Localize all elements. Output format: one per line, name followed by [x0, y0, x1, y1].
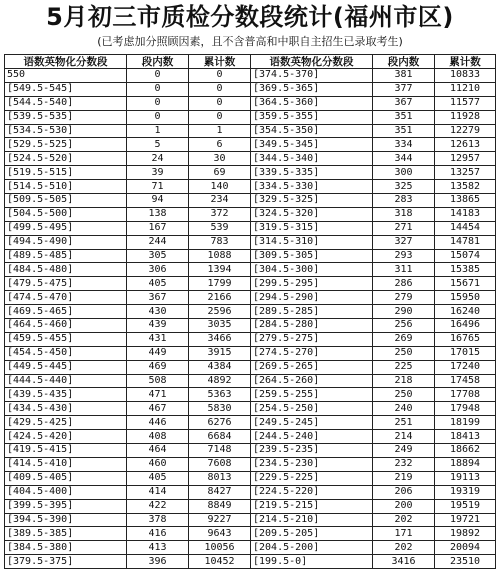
table-cell: [279.5-275] — [251, 332, 373, 346]
table-cell: 0 — [127, 69, 189, 83]
table-cell: 18662 — [435, 444, 496, 458]
table-cell: 377 — [373, 82, 435, 96]
table-row — [5, 194, 496, 208]
table-cell: 381 — [373, 69, 435, 83]
table-cell: 1 — [127, 124, 189, 138]
table-cell: 15385 — [435, 263, 496, 277]
table-cell: 0 — [127, 96, 189, 110]
table-cell: [219.5-215] — [251, 499, 373, 513]
table-cell: 467 — [127, 402, 189, 416]
table-cell: 39 — [127, 166, 189, 180]
table-cell: 0 — [127, 82, 189, 96]
table-cell: [304.5-300] — [251, 263, 373, 277]
table-cell: [294.5-290] — [251, 291, 373, 305]
table-cell: 214 — [373, 430, 435, 444]
table-cell: 17240 — [435, 360, 496, 374]
table-cell: [384.5-380] — [5, 541, 127, 555]
table-cell: 240 — [373, 402, 435, 416]
table-cell: [239.5-235] — [251, 444, 373, 458]
table-row — [5, 277, 496, 291]
table-cell: 10452 — [189, 555, 251, 569]
table-cell: 2596 — [189, 305, 251, 319]
table-cell: 430 — [127, 305, 189, 319]
table-cell: 10056 — [189, 541, 251, 555]
table-cell: 6276 — [189, 416, 251, 430]
table-cell: [364.5-360] — [251, 96, 373, 110]
table-cell: 17708 — [435, 388, 496, 402]
table-cell: 250 — [373, 388, 435, 402]
table-cell: 11928 — [435, 110, 496, 124]
table-cell: 19721 — [435, 513, 496, 527]
table-cell: 251 — [373, 416, 435, 430]
table-cell: 17458 — [435, 374, 496, 388]
table-cell: 0 — [189, 110, 251, 124]
table-cell: 306 — [127, 263, 189, 277]
table-cell: 0 — [189, 96, 251, 110]
table-cell: [249.5-245] — [251, 416, 373, 430]
table-cell: [449.5-445] — [5, 360, 127, 374]
page-title: 5月初三市质检分数段统计(福州市区) — [46, 3, 454, 31]
table-row — [5, 152, 496, 166]
table-cell: [549.5-545] — [5, 82, 127, 96]
table-cell: 269 — [373, 332, 435, 346]
table-cell: 334 — [373, 138, 435, 152]
table-cell: [419.5-415] — [5, 444, 127, 458]
table-cell: 3035 — [189, 319, 251, 333]
table-cell: 539 — [189, 221, 251, 235]
table-cell: [389.5-385] — [5, 527, 127, 541]
table-cell: 408 — [127, 430, 189, 444]
score-distribution-table — [4, 54, 496, 569]
table-cell: 469 — [127, 360, 189, 374]
table-row — [5, 332, 496, 346]
table-cell: [504.5-500] — [5, 207, 127, 221]
table-cell: 5363 — [189, 388, 251, 402]
table-cell: 550 — [5, 69, 127, 83]
table-cell: 439 — [127, 319, 189, 333]
table-cell: 234 — [189, 194, 251, 208]
table-cell: 5830 — [189, 402, 251, 416]
table-cell: 0 — [127, 110, 189, 124]
table-cell: 4384 — [189, 360, 251, 374]
table-cell: 17015 — [435, 346, 496, 360]
table-cell: 1799 — [189, 277, 251, 291]
table-cell: 3416 — [373, 555, 435, 569]
table-cell: 4892 — [189, 374, 251, 388]
table-cell: [479.5-475] — [5, 277, 127, 291]
table-cell: 69 — [189, 166, 251, 180]
table-cell: 138 — [127, 207, 189, 221]
table-cell: 171 — [373, 527, 435, 541]
table-cell: 3466 — [189, 332, 251, 346]
table-row — [5, 221, 496, 235]
table-cell: 19319 — [435, 485, 496, 499]
table-cell: 372 — [189, 207, 251, 221]
table-cell: [309.5-305] — [251, 249, 373, 263]
table-cell: 11577 — [435, 96, 496, 110]
table-cell: [464.5-460] — [5, 319, 127, 333]
table-row — [5, 291, 496, 305]
table-cell: [494.5-490] — [5, 235, 127, 249]
column-header: 语数英物化分数段 — [5, 55, 127, 69]
table-row — [5, 527, 496, 541]
table-cell: 0 — [189, 82, 251, 96]
table-row — [5, 207, 496, 221]
table-cell: 286 — [373, 277, 435, 291]
table-cell: 416 — [127, 527, 189, 541]
table-cell: 256 — [373, 319, 435, 333]
column-header: 累计数 — [189, 55, 251, 69]
table-cell: 219 — [373, 471, 435, 485]
table-cell: 244 — [127, 235, 189, 249]
table-cell: 325 — [373, 180, 435, 194]
table-cell: [274.5-270] — [251, 346, 373, 360]
table-cell: 5 — [127, 138, 189, 152]
table-cell: 449 — [127, 346, 189, 360]
table-cell: [354.5-350] — [251, 124, 373, 138]
table-cell: [529.5-525] — [5, 138, 127, 152]
table-cell: 6 — [189, 138, 251, 152]
table-cell: 351 — [373, 124, 435, 138]
table-row — [5, 555, 496, 569]
table-cell: [424.5-420] — [5, 430, 127, 444]
table-row — [5, 82, 496, 96]
table-cell: 19113 — [435, 471, 496, 485]
table-cell: 8849 — [189, 499, 251, 513]
table-cell: 396 — [127, 555, 189, 569]
table-cell: [259.5-255] — [251, 388, 373, 402]
table-cell: 16240 — [435, 305, 496, 319]
table-cell: 249 — [373, 444, 435, 458]
table-cell: 202 — [373, 513, 435, 527]
table-cell: 290 — [373, 305, 435, 319]
table-cell: [434.5-430] — [5, 402, 127, 416]
table-row — [5, 166, 496, 180]
table-cell: 1088 — [189, 249, 251, 263]
table-cell: [524.5-520] — [5, 152, 127, 166]
table-cell: [539.5-535] — [5, 110, 127, 124]
table-row — [5, 138, 496, 152]
table-cell: [289.5-285] — [251, 305, 373, 319]
table-row — [5, 305, 496, 319]
table-row — [5, 124, 496, 138]
table-row — [5, 513, 496, 527]
table-cell: 15950 — [435, 291, 496, 305]
table-cell: [269.5-265] — [251, 360, 373, 374]
table-cell: 367 — [373, 96, 435, 110]
table-cell: 12613 — [435, 138, 496, 152]
table-cell: 30 — [189, 152, 251, 166]
table-cell: 12957 — [435, 152, 496, 166]
table-cell: [299.5-295] — [251, 277, 373, 291]
table-cell: 783 — [189, 235, 251, 249]
table-cell: 431 — [127, 332, 189, 346]
table-cell: 218 — [373, 374, 435, 388]
table-cell: 10833 — [435, 69, 496, 83]
table-cell: 19519 — [435, 499, 496, 513]
table-cell: 16765 — [435, 332, 496, 346]
table-row — [5, 249, 496, 263]
table-cell: [319.5-315] — [251, 221, 373, 235]
table-cell: 9643 — [189, 527, 251, 541]
table-cell: [474.5-470] — [5, 291, 127, 305]
table-cell: [484.5-480] — [5, 263, 127, 277]
table-cell: 414 — [127, 485, 189, 499]
table-cell: [514.5-510] — [5, 180, 127, 194]
table-cell: 140 — [189, 180, 251, 194]
table-cell: 15671 — [435, 277, 496, 291]
table-cell: 12279 — [435, 124, 496, 138]
table-cell: 20094 — [435, 541, 496, 555]
table-cell: 202 — [373, 541, 435, 555]
table-cell: 2166 — [189, 291, 251, 305]
table-cell: 422 — [127, 499, 189, 513]
table-row — [5, 499, 496, 513]
table-cell: [204.5-200] — [251, 541, 373, 555]
table-cell: [374.5-370] — [251, 69, 373, 83]
table-cell: 24 — [127, 152, 189, 166]
table-cell: 7608 — [189, 457, 251, 471]
table-row — [5, 402, 496, 416]
column-header: 累计数 — [435, 55, 496, 69]
table-cell: [334.5-330] — [251, 180, 373, 194]
table-cell: 18894 — [435, 457, 496, 471]
table-cell: 200 — [373, 499, 435, 513]
table-cell: [509.5-505] — [5, 194, 127, 208]
table-cell: [489.5-485] — [5, 249, 127, 263]
table-row — [5, 235, 496, 249]
table-cell: [429.5-425] — [5, 416, 127, 430]
table-cell: [209.5-205] — [251, 527, 373, 541]
table-body — [5, 69, 496, 569]
table-row — [5, 485, 496, 499]
table-cell: 14454 — [435, 221, 496, 235]
table-row — [5, 360, 496, 374]
table-row — [5, 69, 496, 83]
column-header: 段内数 — [373, 55, 435, 69]
table-cell: 17948 — [435, 402, 496, 416]
table-row — [5, 388, 496, 402]
table-cell: 8013 — [189, 471, 251, 485]
table-row — [5, 96, 496, 110]
table-cell: 13582 — [435, 180, 496, 194]
table-cell: 14183 — [435, 207, 496, 221]
table-cell: 508 — [127, 374, 189, 388]
table-cell: 71 — [127, 180, 189, 194]
table-cell: 405 — [127, 277, 189, 291]
table-row — [5, 110, 496, 124]
table-cell: [339.5-335] — [251, 166, 373, 180]
table-cell: [359.5-355] — [251, 110, 373, 124]
table-cell: 0 — [189, 69, 251, 83]
table-cell: 405 — [127, 471, 189, 485]
table-cell: 378 — [127, 513, 189, 527]
table-cell: [399.5-395] — [5, 499, 127, 513]
table-cell: [404.5-400] — [5, 485, 127, 499]
table-cell: [324.5-320] — [251, 207, 373, 221]
table-cell: 413 — [127, 541, 189, 555]
table-cell: 283 — [373, 194, 435, 208]
table-cell: [214.5-210] — [251, 513, 373, 527]
column-header: 语数英物化分数段 — [251, 55, 373, 69]
table-cell: [454.5-450] — [5, 346, 127, 360]
table-cell: [379.5-375] — [5, 555, 127, 569]
table-cell: [199.5-0] — [251, 555, 373, 569]
table-cell: 460 — [127, 457, 189, 471]
table-cell: [244.5-240] — [251, 430, 373, 444]
table-cell: 18199 — [435, 416, 496, 430]
table-cell: 464 — [127, 444, 189, 458]
page-subtitle: (已考虑加分照顾因素，且不含普高和中职自主招生已录取考生) — [97, 35, 403, 48]
table-cell: 367 — [127, 291, 189, 305]
table-row — [5, 471, 496, 485]
table-cell: [544.5-540] — [5, 96, 127, 110]
table-cell: [414.5-410] — [5, 457, 127, 471]
table-row — [5, 346, 496, 360]
table-row — [5, 541, 496, 555]
table-cell: [469.5-465] — [5, 305, 127, 319]
table-cell: 305 — [127, 249, 189, 263]
table-row — [5, 444, 496, 458]
table-cell: 300 — [373, 166, 435, 180]
table-row — [5, 263, 496, 277]
table-cell: 318 — [373, 207, 435, 221]
table-cell: 14781 — [435, 235, 496, 249]
table-cell: 23510 — [435, 555, 496, 569]
table-cell: [314.5-310] — [251, 235, 373, 249]
table-cell: 8427 — [189, 485, 251, 499]
table-cell: 19892 — [435, 527, 496, 541]
table-cell: [534.5-530] — [5, 124, 127, 138]
table-row — [5, 416, 496, 430]
table-cell: 206 — [373, 485, 435, 499]
table-cell: [369.5-365] — [251, 82, 373, 96]
table-cell: 327 — [373, 235, 435, 249]
table-cell: [439.5-435] — [5, 388, 127, 402]
table-cell: 351 — [373, 110, 435, 124]
table-cell: [229.5-225] — [251, 471, 373, 485]
table-cell: 11210 — [435, 82, 496, 96]
table-cell: 16496 — [435, 319, 496, 333]
table-cell: 13865 — [435, 194, 496, 208]
table-cell: 1 — [189, 124, 251, 138]
table-cell: 1394 — [189, 263, 251, 277]
table-cell: 9227 — [189, 513, 251, 527]
table-cell: 311 — [373, 263, 435, 277]
table-cell: 344 — [373, 152, 435, 166]
table-cell: [284.5-280] — [251, 319, 373, 333]
table-cell: 167 — [127, 221, 189, 235]
table-row — [5, 430, 496, 444]
table-cell: 225 — [373, 360, 435, 374]
table-cell: [254.5-250] — [251, 402, 373, 416]
table-cell: 250 — [373, 346, 435, 360]
table-cell: 13257 — [435, 166, 496, 180]
table-cell: [264.5-260] — [251, 374, 373, 388]
table-cell: 94 — [127, 194, 189, 208]
table-cell: 15074 — [435, 249, 496, 263]
table-cell: 279 — [373, 291, 435, 305]
table-row — [5, 319, 496, 333]
table-cell: [444.5-440] — [5, 374, 127, 388]
table-cell: [234.5-230] — [251, 457, 373, 471]
table-cell: [344.5-340] — [251, 152, 373, 166]
table-cell: 271 — [373, 221, 435, 235]
table-cell: 3915 — [189, 346, 251, 360]
table-cell: [519.5-515] — [5, 166, 127, 180]
table-cell: 6684 — [189, 430, 251, 444]
table-cell: [499.5-495] — [5, 221, 127, 235]
table-cell: [329.5-325] — [251, 194, 373, 208]
table-cell: [224.5-220] — [251, 485, 373, 499]
table-row — [5, 374, 496, 388]
table-cell: 293 — [373, 249, 435, 263]
table-row — [5, 457, 496, 471]
table-cell: [459.5-455] — [5, 332, 127, 346]
table-cell: 471 — [127, 388, 189, 402]
table-row — [5, 180, 496, 194]
table-cell: 18413 — [435, 430, 496, 444]
table-cell: [394.5-390] — [5, 513, 127, 527]
table-cell: 232 — [373, 457, 435, 471]
column-header: 段内数 — [127, 55, 189, 69]
table-header-row — [5, 55, 496, 69]
table-cell: 446 — [127, 416, 189, 430]
table-cell: [349.5-345] — [251, 138, 373, 152]
table-cell: 7148 — [189, 444, 251, 458]
table-cell: [409.5-405] — [5, 471, 127, 485]
